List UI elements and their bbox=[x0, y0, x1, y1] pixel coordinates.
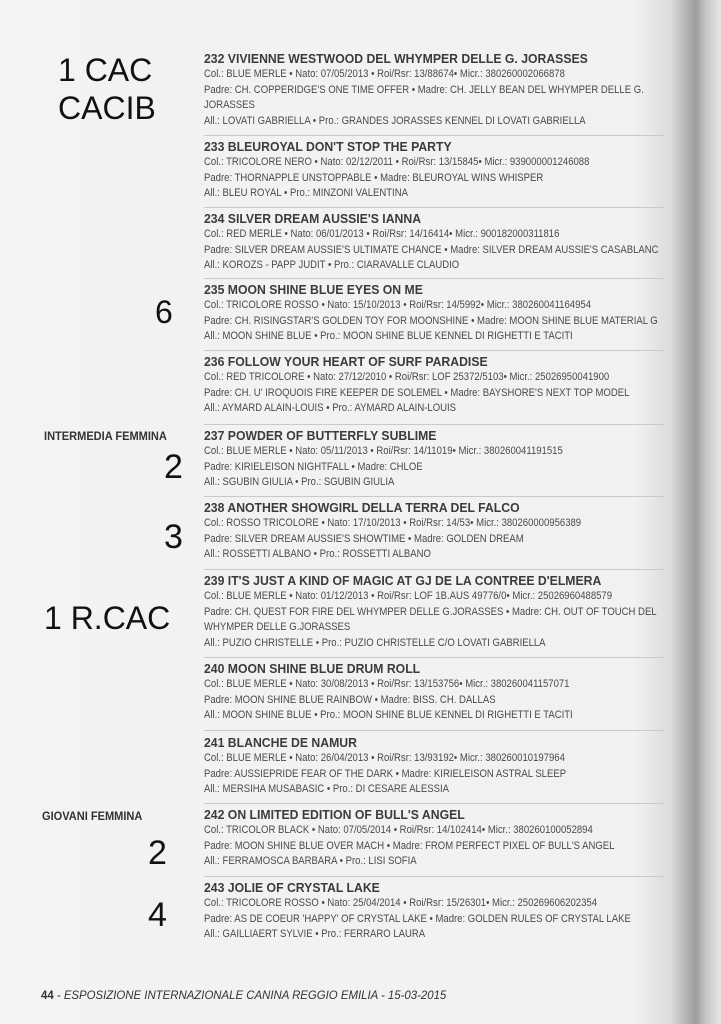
divider bbox=[204, 207, 664, 208]
entry-line: Padre: CH. U' IROQUOIS FIRE KEEPER DE SOLEMEL • Madre: BAYSHORE'S NEXT TOP MODEL bbox=[204, 386, 630, 399]
entry-240 bbox=[204, 660, 721, 724]
entry-line: Padre: THORNAPPLE UNSTOPPABLE • Madre: BLEUROYAL WINS WHISPER bbox=[204, 171, 544, 184]
page-number: 44 bbox=[41, 988, 54, 1002]
entry-234 bbox=[204, 210, 721, 274]
entry-line: Col.: BLUE MERLE • Nato: 26/04/2013 • Roi/Rsr: 13/93192• Micr.: 380260010197964 bbox=[204, 752, 565, 764]
entry-title: 238 ANOTHER SHOWGIRL DELLA TERRA DEL FALCO bbox=[204, 500, 520, 515]
entry-line: Col.: TRICOLORE NERO • Nato: 02/12/2011 • Roi/Rsr: 13/15845• Micr.: 939000001246088 bbox=[204, 156, 590, 168]
entry-line: All.: GAILLIAERT SYLVIE • Pro.: FERRARO LAURA bbox=[204, 928, 426, 941]
entry-line: Col.: TRICOLOR BLACK • Nato: 07/05/2014 • Roi/Rsr: 14/102414• Micr.: 380260100052894 bbox=[204, 824, 593, 836]
award-rcac: 1 R.CAC bbox=[44, 600, 171, 636]
divider bbox=[204, 278, 664, 279]
entry-title: 233 BLEUROYAL DON'T STOP THE PARTY bbox=[204, 139, 452, 154]
entry-line: Padre: CH. RISINGSTAR'S GOLDEN TOY FOR MOONSHINE • Madre: MOON SHINE BLUE MATERIAL G bbox=[204, 314, 658, 327]
entry-233 bbox=[204, 138, 721, 202]
entry-235 bbox=[204, 281, 721, 345]
entry-line: Col.: BLUE MERLE • Nato: 05/11/2013 • Roi/Rsr: 14/11019• Micr.: 380260041191515 bbox=[204, 445, 563, 457]
entry-title: 241 BLANCHE DE NAMUR bbox=[204, 735, 357, 750]
entry-line: All.: AYMARD ALAIN-LOUIS • Pro.: AYMARD ALAIN-LOUIS bbox=[204, 402, 457, 415]
entry-title: 235 MOON SHINE BLUE EYES ON ME bbox=[204, 282, 423, 297]
entry-line: All.: MOON SHINE BLUE • Pro.: MOON SHINE BLUE KENNEL DI RIGHETTI E TACITI bbox=[204, 709, 573, 722]
entry-line: Padre: MOON SHINE BLUE OVER MACH • Madre: FROM PERFECT PIXEL OF BULL'S ANGEL bbox=[204, 839, 615, 852]
placement-3: 3 bbox=[164, 518, 183, 556]
entry-232 bbox=[204, 50, 721, 129]
entry-title: 239 IT'S JUST A KIND OF MAGIC AT GJ DE LA CONTREE D'ELMERA bbox=[204, 573, 602, 588]
divider bbox=[204, 569, 664, 570]
placement-6: 6 bbox=[155, 294, 173, 330]
entry-line: Col.: TRICOLORE ROSSO • Nato: 25/04/2014 • Roi/Rsr: 15/26301• Micr.: 250269606202354 bbox=[204, 897, 598, 909]
entry-line: Padre: SILVER DREAM AUSSIE'S ULTIMATE CHANCE • Madre: SILVER DREAM AUSSIE'S CASABLANC bbox=[204, 243, 659, 256]
entry-line: Col.: BLUE MERLE • Nato: 01/12/2013 • Roi/Rsr: LOF 1B.AUS 49776/0• Micr.: 25026960488579 bbox=[204, 590, 613, 602]
entry-title: 242 ON LIMITED EDITION OF BULL'S ANGEL bbox=[204, 807, 465, 822]
placement-2-intermedia: 2 bbox=[164, 448, 183, 486]
divider bbox=[204, 350, 664, 351]
entry-line: Padre: CH. COPPERIDGE'S ONE TIME OFFER • Madre: CH. JELLY BEAN DEL WHYMPER DELLE G. bbox=[204, 83, 644, 96]
divider bbox=[204, 803, 664, 804]
entry-title: 234 SILVER DREAM AUSSIE'S IANNA bbox=[204, 211, 422, 226]
section-giovani-femmina: GIOVANI FEMMINA bbox=[42, 809, 143, 823]
divider bbox=[204, 657, 664, 658]
entry-line: Col.: RED MERLE • Nato: 06/01/2013 • Roi/Rsr: 14/16414• Micr.: 900182000311816 bbox=[204, 228, 560, 240]
award-cacib: CACIB bbox=[58, 90, 156, 126]
divider bbox=[204, 424, 664, 425]
entry-line: All.: SGUBIN GIULIA • Pro.: SGUBIN GIULIA bbox=[204, 476, 395, 489]
entry-line: Padre: MOON SHINE BLUE RAINBOW • Madre: BISS. CH. DALLAS bbox=[204, 693, 496, 706]
entry-line: All.: MERSIHA MUSABASIC • Pro.: DI CESARE ALESSIA bbox=[204, 783, 449, 796]
award-cac: 1 CAC bbox=[58, 52, 153, 88]
divider bbox=[204, 730, 664, 731]
entry-line: Col.: RED TRICOLORE • Nato: 27/12/2010 • Roi/Rsr: LOF 25372/5103• Micr.: 25026950041900 bbox=[204, 371, 610, 383]
divider bbox=[204, 496, 664, 497]
entry-line: Padre: AUSSIEPRIDE FEAR OF THE DARK • Madre: KIRIELEISON ASTRAL SLEEP bbox=[204, 767, 567, 780]
entry-line: Col.: BLUE MERLE • Nato: 07/05/2013 • Roi/Rsr: 13/88674• Micr.: 380260002066878 bbox=[204, 68, 565, 80]
entry-239 bbox=[204, 572, 721, 651]
entry-title: 237 POWDER OF BUTTERFLY SUBLIME bbox=[204, 428, 437, 443]
entry-line: Padre: AS DE COEUR 'HAPPY' OF CRYSTAL LAKE • Madre: GOLDEN RULES OF CRYSTAL LAKE bbox=[204, 912, 631, 925]
entry-line: All.: PUZIO CHRISTELLE • Pro.: PUZIO CHRISTELLE C/O LOVATI GABRIELLA bbox=[204, 636, 546, 649]
entry-line: Col.: TRICOLORE ROSSO • Nato: 15/10/2013 • Roi/Rsr: 14/5992• Micr.: 380260041164954 bbox=[204, 299, 592, 311]
entry-line: All.: LOVATI GABRIELLA • Pro.: GRANDES JORASSES KENNEL DI LOVATI GABRIELLA bbox=[204, 114, 586, 127]
entry-line: WHYMPER DELLE G.JORASSES bbox=[204, 621, 351, 634]
entry-line: Col.: BLUE MERLE • Nato: 30/08/2013 • Roi/Rsr: 13/153756• Micr.: 380260041157071 bbox=[204, 678, 570, 690]
entry-242 bbox=[204, 806, 721, 870]
entry-238 bbox=[204, 499, 721, 563]
entry-241 bbox=[204, 734, 721, 798]
placement-2-giovani: 2 bbox=[148, 834, 167, 872]
entry-237 bbox=[204, 427, 721, 491]
entry-236 bbox=[204, 353, 721, 417]
entry-line: All.: KOROZS - PAPP JUDIT • Pro.: CIARAVALLE CLAUDIO bbox=[204, 259, 460, 272]
divider bbox=[204, 876, 664, 877]
entry-line: All.: ROSSETTI ALBANO • Pro.: ROSSETTI ALBANO bbox=[204, 548, 431, 561]
page-footer bbox=[41, 988, 446, 1002]
divider bbox=[204, 135, 664, 136]
entry-line: All.: MOON SHINE BLUE • Pro.: MOON SHINE BLUE KENNEL DI RIGHETTI E TACITI bbox=[204, 330, 573, 343]
entry-line: JORASSES bbox=[204, 99, 255, 112]
entry-line: Padre: KIRIELEISON NIGHTFALL • Madre: CHLOE bbox=[204, 460, 423, 473]
entry-title: 232 VIVIENNE WESTWOOD DEL WHYMPER DELLE G. JORASSES bbox=[204, 51, 588, 66]
entry-243 bbox=[204, 879, 721, 943]
placement-4: 4 bbox=[148, 896, 167, 934]
entry-line: Col.: ROSSO TRICOLORE • Nato: 17/10/2013 • Roi/Rsr: 14/53• Micr.: 380260000956389 bbox=[204, 517, 582, 529]
entry-title: 236 FOLLOW YOUR HEART OF SURF PARADISE bbox=[204, 354, 488, 369]
footer-text: - ESPOSIZIONE INTERNAZIONALE CANINA REGGIO EMILIA - 15-03-2015 bbox=[53, 988, 447, 1002]
section-intermedia-femmina: INTERMEDIA FEMMINA bbox=[44, 429, 167, 443]
entry-line: All.: FERRAMOSCA BARBARA • Pro.: LISI SOFIA bbox=[204, 855, 417, 868]
entry-title: 243 JOLIE OF CRYSTAL LAKE bbox=[204, 880, 380, 895]
entry-line: Padre: SILVER DREAM AUSSIE'S SHOWTIME • Madre: GOLDEN DREAM bbox=[204, 532, 524, 545]
entry-line: All.: BLEU ROYAL • Pro.: MINZONI VALENTINA bbox=[204, 187, 408, 200]
entry-title: 240 MOON SHINE BLUE DRUM ROLL bbox=[204, 661, 421, 676]
entry-line: Padre: CH. QUEST FOR FIRE DEL WHYMPER DELLE G.JORASSES • Madre: CH. OUT OF TOUCH DEL bbox=[204, 605, 657, 618]
